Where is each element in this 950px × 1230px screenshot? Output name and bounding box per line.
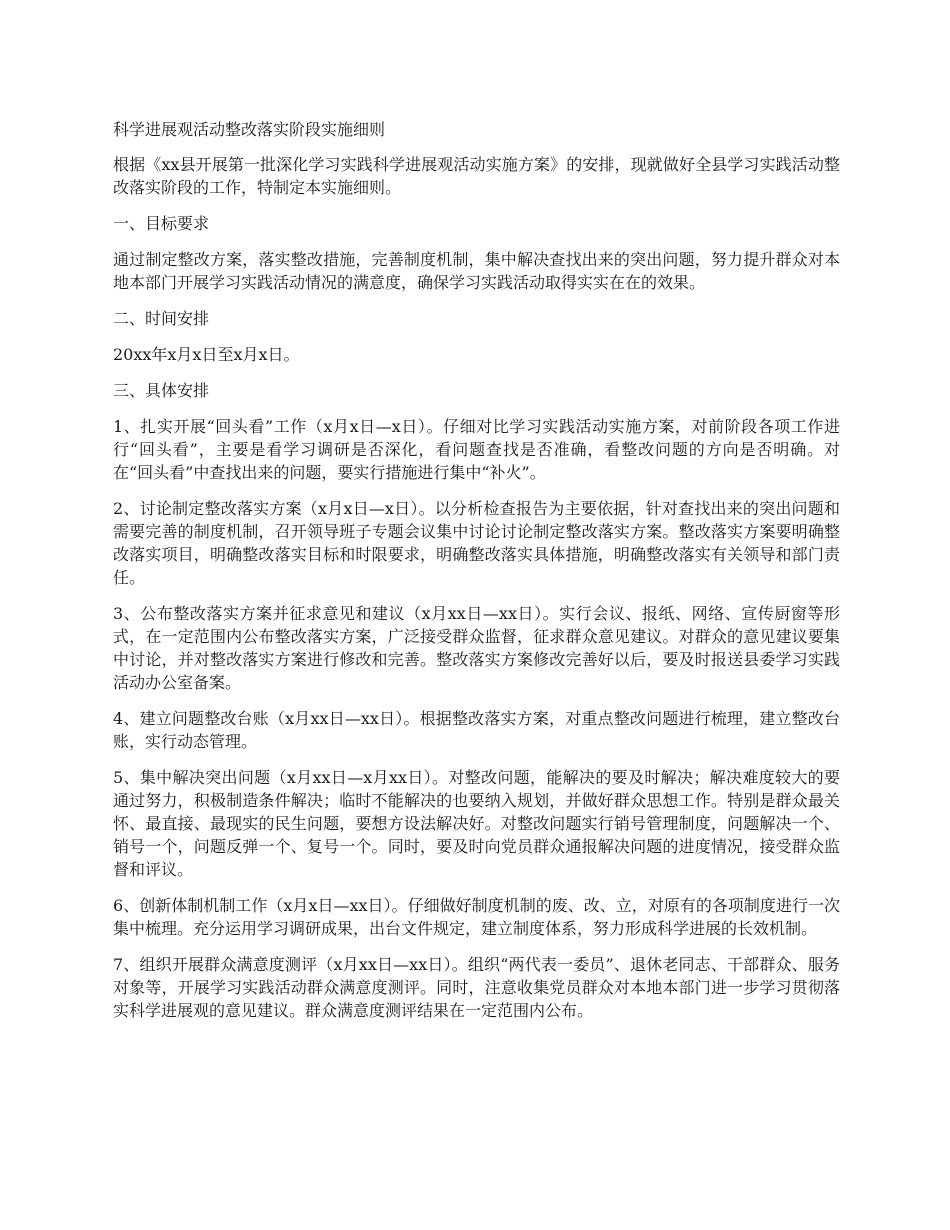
arrangement-item-4: 4、建立问题整改台账（x月xx日—xx日）。根据整改落实方案，对重点整改问题进行梳理，建立整改台账，实行动态管理。 [113, 709, 840, 751]
intro-paragraph: 根据《xx县开展第一批深化学习实践科学进展观活动实施方案》的安排，现就做好全县学习实践活动整改落实阶段的工作，特制定本实施细则。 [113, 155, 840, 197]
goals-paragraph: 通过制定整改方案，落实整改措施，完善制度机制，集中解决查找出来的突出问题，努力提升群众对本地本部门开展学习实践活动情况的满意度，确保学习实践活动取得实实在在的效果。 [113, 250, 840, 292]
arrangement-item-3: 3、公布整改落实方案并征求意见和建议（x月xx日—xx日）。实行会议、报纸、网络、宣传厨窗等形式，在一定范围内公布整改落实方案，广泛接受群众监督，征求群众意见建议。对群众的意见建议要集中讨论，并对整改落实方案进行修改和完善。整改落实方案修改完善好以后，要及时报送县委学习实践活动办公室备案。 [113, 604, 840, 692]
arrangement-item-1: 1、扎实开展“回头看”工作（x月x日—x日）。仔细对比学习实践活动实施方案，对前阶段各项工作进行“回头看”，主要是看学习调研是否深化，看问题查找是否准确，看整改问题的方向是否明确。对在“回头看”中查找出来的问题，要实行措施进行集中“补火”。 [113, 417, 840, 482]
section-heading-schedule: 二、时间安排 [113, 309, 210, 328]
section-heading-arrangements: 三、具体安排 [113, 381, 210, 400]
document-title: 科学进展观活动整改落实阶段实施细则 [113, 120, 386, 139]
document-body [113, 118, 840, 1035]
arrangement-item-6: 6、创新体制机制工作（x月x日—xx日）。仔细做好制度机制的废、改、立，对原有的各项制度进行一次集中梳理。充分运用学习调研成果，出台文件规定，建立制度体系，努力形成科学进展的长效机制。 [113, 896, 840, 938]
arrangement-item-7: 7、组织开展群众满意度测评（x月xx日—xx日）。组织“两代表一委员”、退休老同志、干部群众、服务对象等，开展学习实践活动群众满意度测评。同时，注意收集党员群众对本地本部门进一步学习贯彻落实科学进展观的意见建议。群众满意度测评结果在一定范围内公布。 [113, 955, 840, 1020]
schedule-paragraph: 20xx年x月x日至x月x日。 [113, 345, 300, 364]
arrangement-item-2: 2、讨论制定整改落实方案（x月x日—x日）。以分析检查报告为主要依据，针对查找出来的突出问题和需要完善的制度机制，召开领导班子专题会议集中讨论讨论制定整改落实方案。整改落实方案要明确整改落实项目，明确整改落实目标和时限要求，明确整改落实具体措施，明确整改落实有关领导和部门责任。 [113, 499, 840, 587]
arrangement-item-5: 5、集中解决突出问题（x月xx日—x月xx日）。对整改问题，能解决的要及时解决；解决难度较大的要通过努力，积极制造条件解决；临时不能解决的也要纳入规划，并做好群众思想工作。特别是群众最关怀、最直接、最现实的民生问题，要想方设法解决好。对整改问题实行销号管理制度，问题解决一个、销号一个，问题反弹一个、复号一个。同时，要及时向党员群众通报解决问题的进度情况，接受群众监督和评议。 [113, 768, 840, 879]
section-heading-goals: 一、目标要求 [113, 214, 210, 233]
